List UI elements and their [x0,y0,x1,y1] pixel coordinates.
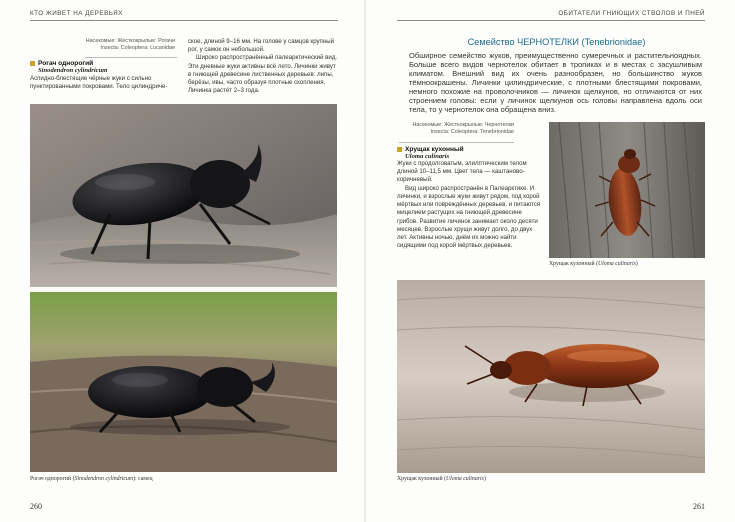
left-running-head: КТО ЖИВЕТ НА ДЕРЕВЬЯХ [30,10,123,17]
left-page [0,0,367,522]
species-name: Рогач однорогий [38,60,94,67]
species-latin: Uloma culinaris [405,153,450,160]
left-taxonomy-rule [85,57,177,58]
left-taxonomy: Насекомые: Жесткокрылые: Рогачи Insecta: Coleoptera: Lucanidae [85,38,175,51]
right-taxonomy: Насекомые: Жесткокрылые: Чернотелки Insecta: Coleoptera: Tenebrionidae [412,122,514,135]
right-running-head: ОБИТАТЕЛИ ГНИЮЩИХ СТВОЛОВ И ПНЕЙ [558,10,705,17]
left-head-rule [30,20,338,21]
section-marker-icon [397,147,402,152]
left-page-number: 260 [30,502,42,511]
left-species-block [30,60,180,91]
small-photo-caption: Хрущак кухонный (Uloma culinaris) [549,261,638,267]
species-latin: Sinodendron cylindricum [38,67,108,74]
species-text-col2: ское, длиной 9–16 мм. На голове у самцов крупный рог, у самок он небольшой. Широко распространённый палеарктический вид. Эти дневные жуки активны всё лето. Личинки живут в гниющей древесине лиственных деревьев: липы, берёзы, ивы, часто образуя плотные скопления. Личинка растёт 2–3 года. [188,38,338,95]
species-text-a: Жуки с продолговатым, элилптическим телом длиной 10–11,5 мм. Цвет тела — каштаново-коричневый. [397,160,527,184]
beetle-photo-top [30,104,337,287]
right-species-block [397,146,543,250]
beetle-photo-bottom [30,292,337,472]
section-marker-icon [30,61,35,66]
right-page-number: 261 [693,502,705,511]
beetle-photo-large [397,280,705,473]
species-name: Хрущак кухонный [405,146,464,153]
right-head-rule [397,20,705,21]
family-intro: Обширное семейство жуков, преимущественно сумеречных и растительноядных. Больше всего видов чернотелок обитает в тропиках и в местах с засушливым климатом. Внешний вид их очень разнообразен, но большинство жуков тёмноокрашены. Личинки цилиндрические, с плотными блестящими покровами, немного похожие на проволочников — личинок щелкунов, но отличаются от них строением головы: если у личинок щелкунов ось головы направлена вдоль оси тела, то у чернотелок она обращена вниз. [409,51,702,114]
right-taxonomy-rule [399,142,514,143]
species-text-b: Вид широко распространён в Палеарктике. И личинки, и взрослые жуки живут рядом, под корой мёртвых или повреждённых деревьев, и питаются мицелием растущих на гниющей древесине грибов. Развитие личинок занимает около десяти месяцев. Взрослые хрущи живут долго, до двух лет. Активны ночью, днём их можно найти сидящими под корой мёртвых деревьев. [397,184,541,250]
left-photo-caption: Рогач однорогий (Sinodendron cylindricum): самец [30,476,153,482]
species-text-col1: Аспидно-блестящие чёрные жуки с сильно пунктированными покровами. Тело цилиндриче- [30,75,168,91]
beetle-photo-small [549,122,705,258]
family-title: Семейство ЧЕРНОТЕЛКИ (Tenebrionidae) [467,37,646,47]
right-page [367,0,735,522]
large-photo-caption: Хрущак кухонный (Uloma culinaris) [397,476,486,482]
